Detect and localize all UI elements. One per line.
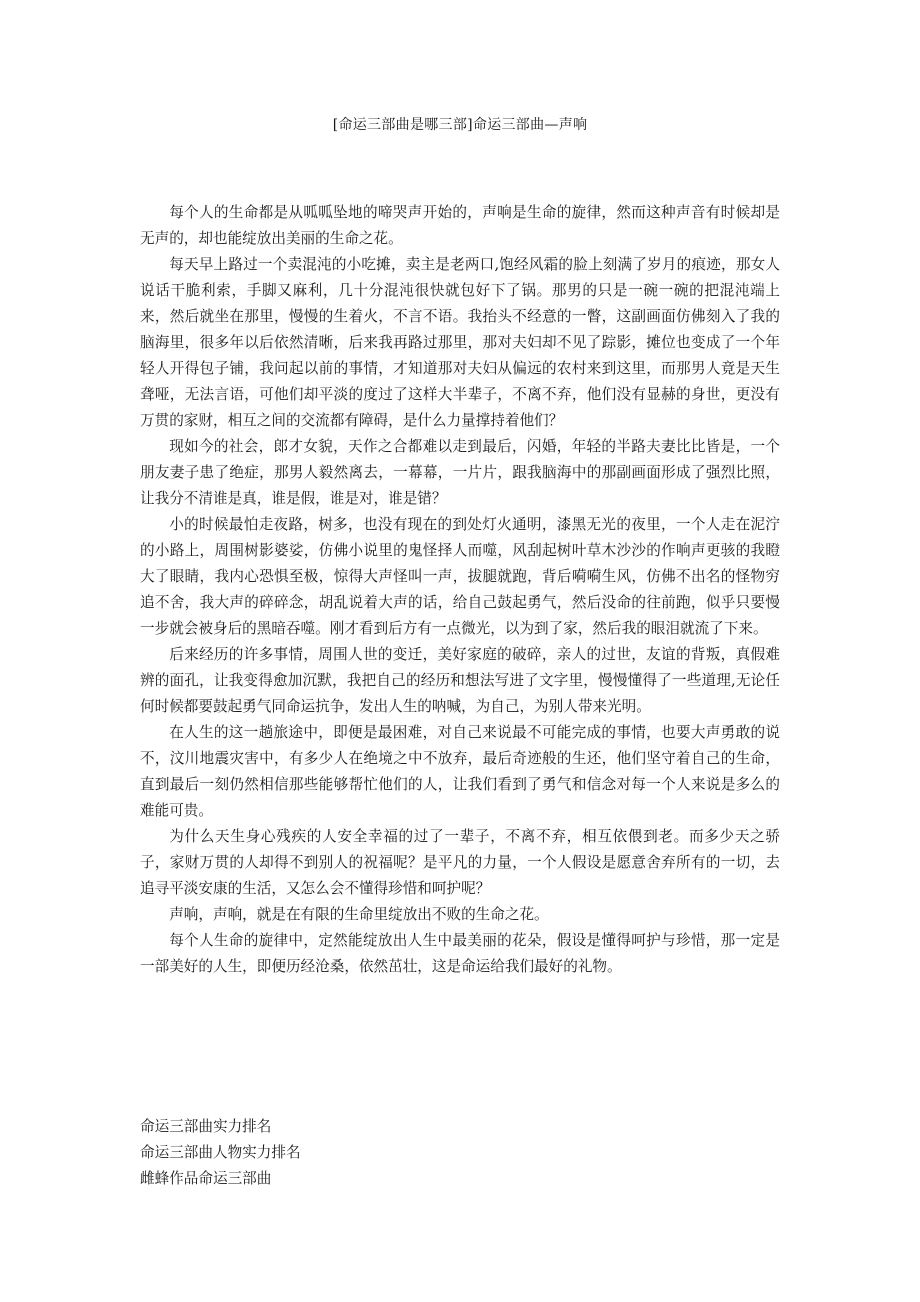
paragraph: 为什么天生身心残疾的人安全幸福的过了一辈子，不离不弃，相互依偎到老。而多少天之骄子，家财万贯的人却得不到别人的祝福呢？是平凡的力量，一个人假设是愿意舍弃所有的一切，去追寻平淡安康的生活，又怎么会不懂得珍惜和呵护呢？	[140, 828, 780, 897]
related-link: 命运三部曲人物实力排名	[140, 1144, 301, 1161]
document-title: [命运三部曲是哪三部]命运三部曲—声响	[332, 117, 588, 133]
article-body	[140, 200, 780, 980]
paragraph: 后来经历的许多事情，周围人世的变迁，美好家庭的破碎，亲人的过世，友谊的背叛，真假难辨的面孔，让我变得愈加沉默，我把自己的经历和想法写进了文字里，慢慢懂得了一些道理,无论任何时候都要鼓起勇气同命运抗争，发出人生的呐喊，为自己，为别人带来光明。	[140, 646, 780, 715]
related-link: 雌蜂作品命运三部曲	[140, 1170, 272, 1187]
related-link: 命运三部曲实力排名	[140, 1118, 272, 1135]
paragraph: 每天早上路过一个卖混沌的小吃摊，卖主是老两口,饱经风霜的脸上刻满了岁月的痕迹，那女人说话干脆利索，手脚又麻利，几十分混沌很快就包好下了锅。那男的只是一碗一碗的把混沌端上来，然后就坐在那里，慢慢的生着火，不言不语。我抬头不经意的一瞥，这副画面仿佛刻入了我的脑海里，很多年以后依然清晰，后来我再路过那里，那对夫妇却不见了踪影，摊位也变成了一个年轻人开得包子铺，我问起以前的事情，才知道那对夫妇从偏远的农村来到这里，而那男人竟是天生聋哑，无法言语，可他们却平淡的度过了这样大半辈子，不离不弃，他们没有显赫的身世，更没有万贯的家财，相互之间的交流都有障碍，是什么力量撑持着他们？	[140, 256, 780, 429]
paragraph: 现如今的社会，郎才女貌，天作之合都难以走到最后，闪婚，年轻的半路夫妻比比皆是，一个朋友妻子患了绝症，那男人毅然离去，一幕幕，一片片，跟我脑海中的那副画面形成了强烈比照，让我分不清谁是真，谁是假，谁是对，谁是错？	[140, 438, 780, 507]
paragraph: 小的时候最怕走夜路，树多，也没有现在的到处灯火通明，漆黑无光的夜里，一个人走在泥泞的小路上，周围树影婆娑，仿佛小说里的鬼怪择人而噬，风刮起树叶草木沙沙的作响声更骇的我瞪大了眼睛，我内心恐惧至极，惊得大声怪叫一声，拔腿就跑，背后嗬嗬生风，仿佛不出名的怪物穷追不舍，我大声的碎碎念，胡乱说着大声的话，给自己鼓起勇气，然后没命的往前跑，似乎只要慢一步就会被身后的黑暗吞噬。刚才看到后方有一点微光，以为到了家，然后我的眼泪就流了下来。	[140, 516, 780, 637]
paragraph: 声响，声响，就是在有限的生命里绽放出不败的生命之花。	[169, 906, 549, 923]
related-links	[140, 1114, 780, 1192]
paragraph: 每个人生命的旋律中，定然能绽放出人生中最美丽的花朵，假设是懂得呵护与珍惜，那一定是一部美好的人生，即便历经沧桑，依然茁壮，这是命运给我们最好的礼物。	[140, 932, 780, 975]
paragraph: 在人生的这一趟旅途中，即便是最困难，对自己来说最不可能完成的事情，也要大声勇敢的说不，汶川地震灾害中，有多少人在绝境之中不放弃，最后奇迹般的生还，他们坚守着自己的生命，直到最后一刻仍然相信那些能够帮忙他们的人，让我们看到了勇气和信念对每一个人来说是多么的难能可贵。	[140, 724, 780, 819]
paragraph: 每个人的生命都是从呱呱坠地的啼哭声开始的，声响是生命的旋律，然而这种声音有时候却是无声的，却也能绽放出美丽的生命之花。	[140, 204, 780, 247]
